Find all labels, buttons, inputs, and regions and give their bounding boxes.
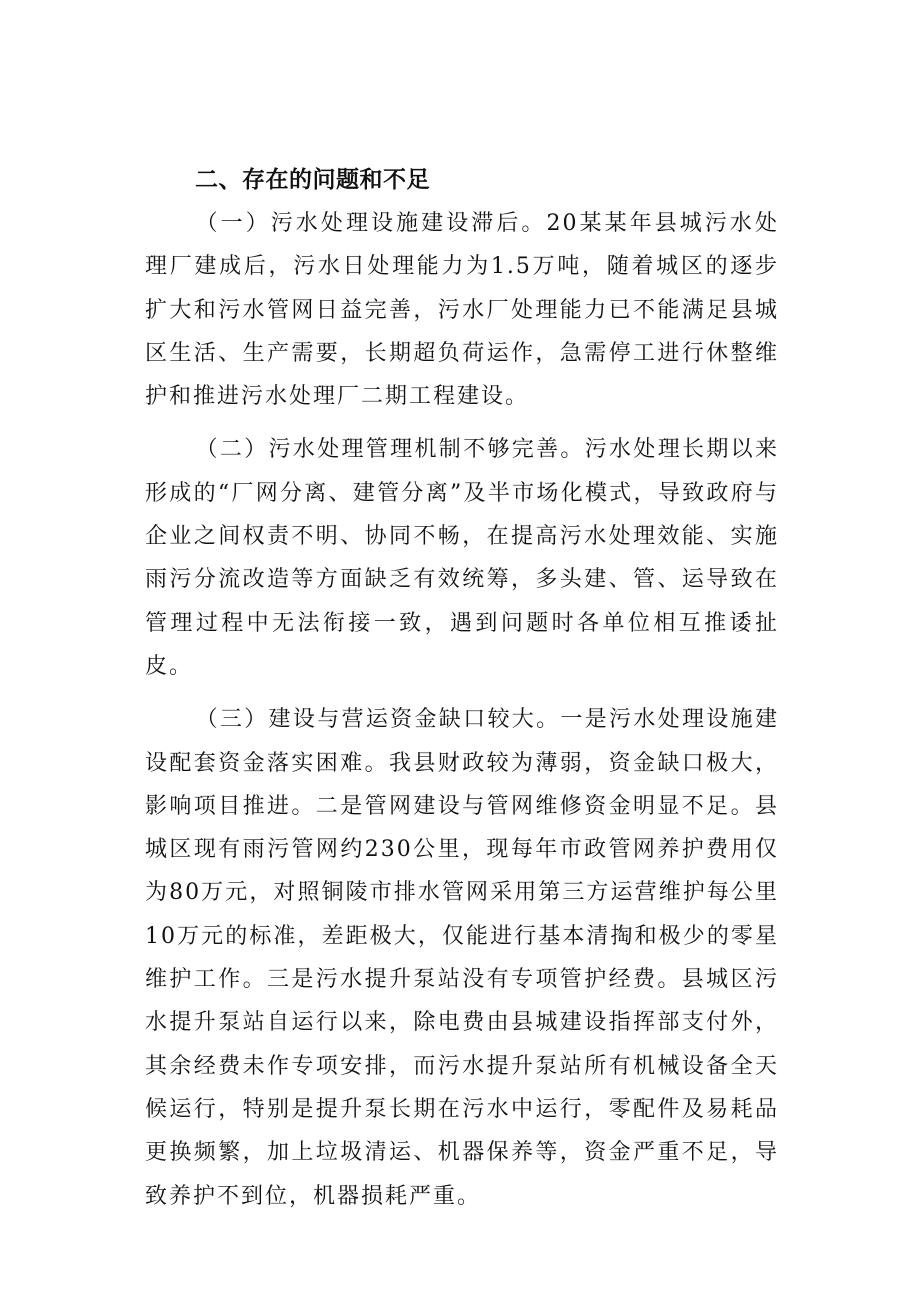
document-body [145, 158, 779, 1218]
paragraph-3-lead: （三）建设与营运资金缺口较大。 [195, 707, 561, 733]
paragraph-2-lead: （二）污水处理管理机制不够完善。 [195, 437, 585, 463]
section-title: 二、存在的问题和不足 [195, 167, 430, 193]
paragraph-3-body: 一是污水处理设施建设配套资金落实困难。我县财政较为薄弱，资金缺口极大，影响项目推进。二是管网建设与管网维修资金明显不足。县城区现有雨污管网约230公里，现每年市政管网养护费用仅为80万元，对照铜陵市排水管网采用第三方运营维护每公里10万元的标准，差距极大，仅能进行基本清掏和极少的零星维护工作。三是污水提升泵站没有专项管护经费。县城区污水提升泵站自运行以来，除电费由县城建设指挥部支付外，其余经费未作专项安排，而污水提升泵站所有机械设备全天候运行，特别是提升泵长期在污水中运行，零配件及易耗品更换频繁，加上垃圾清运、机器保养等，资金严重不足，导致养护不到位，机器损耗严重。 [145, 707, 779, 1209]
paragraph-1 [145, 202, 779, 418]
paragraph-2-body: 污水处理长期以来形成的“厂网分离、建管分离”及半市场化模式，导致政府与企业之间权责不明、协同不畅，在提高污水处理效能、实施雨污分流改造等方面缺乏有效统筹，多头建、管、运导致在管理过程中无法衔接一致，遇到问题时各单位相互推诿扯皮。 [145, 437, 779, 679]
paragraph-2 [145, 428, 779, 688]
paragraph-3 [145, 698, 779, 1218]
paragraph-1-body: 20某某年县城污水处理厂建成后，污水日处理能力为1.5万吨，随着城区的逐步扩大和污水管网日益完善，污水厂处理能力已不能满足县城区生活、生产需要，长期超负荷运作，急需停工进行休整维护和推进污水处理厂二期工程建设。 [145, 211, 779, 410]
paragraph-1-lead: （一）污水处理设施建设滞后。 [195, 211, 547, 236]
